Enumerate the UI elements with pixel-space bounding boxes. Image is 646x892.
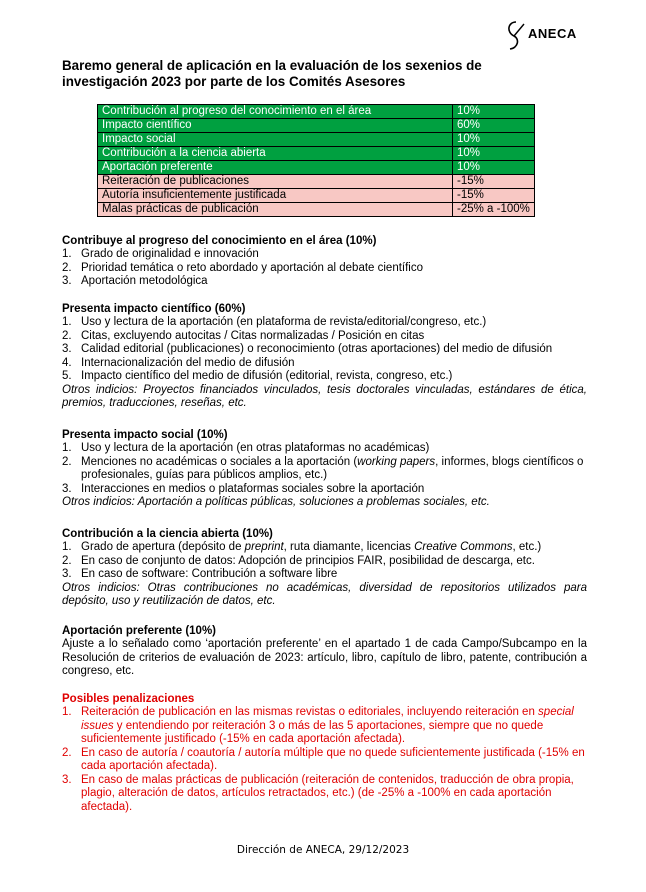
other-indicators: Otros indicios: Proyectos financiados vinculados, tesis doctorales vinculadas, estándares de ética, premios, traducciones, reseñas, etc. (62, 383, 587, 409)
scores-table (97, 104, 535, 217)
list-item (62, 568, 587, 582)
list-item (62, 330, 587, 344)
list-item (62, 316, 587, 330)
list-item (62, 555, 587, 569)
table-row (98, 175, 535, 189)
list-item (62, 774, 587, 815)
footer-signature: Dirección de ANECA, 29/12/2023 (236, 844, 410, 856)
section-heading: Presenta impacto social (10%) (62, 429, 228, 441)
list-item-text: , etc.) (512, 541, 542, 553)
table-row (98, 105, 535, 119)
list-item-text: Impacto científico del medio de difusión (editorial, revista, congreso, etc.) (81, 370, 453, 382)
list-item-text: Citas, excluyendo autocitas / Citas normalizadas / Posición en citas (81, 329, 425, 342)
list-number: 3. (62, 275, 72, 287)
list-number: 1. (62, 248, 72, 260)
list-item-text: Prioridad temática o reto abordado y aportación al debate científico (81, 261, 424, 274)
section-text: Ajuste a lo señalado como ‘aportación preferente’ en el apartado 1 de cada Campo/Subcampo en la Resolución de criterios de evaluación de 2023: artículo, libro, capítulo de libro, patente, contribución a congreso, etc. (62, 638, 587, 677)
list-number: 3. (62, 343, 72, 355)
section-ciencia-abierta (62, 527, 587, 609)
table-cell-value: 10% (453, 105, 535, 119)
section-heading: Contribución a la ciencia abierta (10%) (62, 528, 273, 540)
list-number: 1. (62, 316, 72, 328)
list-item-text: Grado de apertura (depósito de (81, 541, 245, 553)
list-item-text: Grado de originalidad e innovación (81, 248, 259, 260)
section-heading: Presenta impacto científico (60%) (62, 303, 246, 315)
list-number: 3. (62, 568, 72, 580)
table-cell-label: Autoría insuficientemente justificada (98, 189, 453, 203)
section-heading: Posibles penalizaciones (62, 693, 195, 705)
table-row (98, 189, 535, 203)
section-impacto-social (62, 428, 587, 510)
list-item (62, 262, 587, 276)
list-item (62, 483, 587, 497)
table-cell-label: Contribución al progreso del conocimiento en el área (98, 105, 453, 119)
list-number: 1. (62, 442, 72, 454)
table-cell-value: 10% (453, 161, 535, 175)
table-cell-value: -25% a -100% (453, 203, 535, 217)
list-item-text: En caso de software: Contribución a software libre (81, 568, 338, 580)
table-cell-value: 10% (453, 133, 535, 147)
other-indicators: Otros indicios: Otras contribuciones no académicas, diversidad de repositorios utilizados para depósito, uso y reutilización de datos, etc. (62, 581, 587, 607)
list-item (62, 370, 587, 384)
table-cell-value: 10% (453, 147, 535, 161)
list-item (62, 357, 587, 371)
list-item-emphasis: preprint (244, 541, 284, 553)
other-indicators: Otros indicios: Aportación a políticas públicas, soluciones a problemas sociales, etc. (62, 496, 490, 508)
table-cell-label: Reiteración de publicaciones (98, 175, 453, 189)
list-item (62, 706, 587, 747)
table-row (98, 133, 535, 147)
table-cell-label: Malas prácticas de publicación (98, 203, 453, 217)
table-cell-value: -15% (453, 189, 535, 203)
table-cell-value: 60% (453, 119, 535, 133)
list-number: 2. (62, 746, 72, 759)
list-number: 2. (62, 455, 72, 468)
list-item (62, 456, 587, 483)
section-heading: Contribuye al progreso del conocimiento en el área (10%) (62, 235, 377, 247)
section-heading: Aportación preferente (10%) (62, 625, 217, 637)
document-title: Baremo general de aplicación en la evaluación de los sexenios de investigación 2023 por parte de los Comités Asesores (62, 58, 482, 89)
list-item-text: Internacionalización del medio de difusión (81, 356, 295, 369)
table-cell-label: Contribución a la ciencia abierta (98, 147, 453, 161)
list-item-text: Aportación metodológica (81, 275, 208, 287)
table-row (98, 147, 535, 161)
list-item (62, 541, 587, 555)
list-item-text: En caso de conjunto de datos: Adopción de principios FAIR, posibilidad de descarga, etc. (81, 554, 535, 567)
list-number: 2. (62, 554, 72, 567)
table-row (98, 161, 535, 175)
table-row (98, 119, 535, 133)
section-preferente (62, 624, 587, 679)
list-item-text: Uso y lectura de la aportación (en otras plataformas no académicas) (81, 442, 430, 454)
list-item-text: En caso de malas prácticas de publicación (reiteración de contenidos, traducción de obra propia, plagio, alteración de datos, artículos retractados, etc.) (de -25% a -100% en cada aportación afectada). (81, 773, 574, 813)
table-cell-value: -15% (453, 175, 535, 189)
list-item (62, 442, 587, 456)
section-penalizaciones (62, 692, 587, 814)
list-item-text: , informes, blogs científicos o profesionales, guías para públicos amplios, etc.) (81, 455, 584, 481)
list-item (62, 248, 587, 262)
section-progreso (62, 234, 587, 289)
list-number: 1. (62, 706, 72, 718)
list-item-text: y entendiendo por reiteración 3 o más de las 5 aportaciones, siempre que no quede suficientemente justificado (-15% en cada aportación afectada). (81, 719, 544, 745)
table-cell-label: Aportación preferente (98, 161, 453, 175)
list-item-emphasis: Creative Commons (414, 541, 513, 553)
list-item (62, 747, 587, 774)
table-cell-label: Impacto científico (98, 119, 453, 133)
list-item-text: Menciones no académicas o sociales a la aportación ( (81, 455, 358, 468)
list-number: 4. (62, 356, 72, 369)
list-item-text: Calidad editorial (publicaciones) o reconocimiento (otras aportaciones) del medio de difusión (81, 343, 553, 355)
list-number: 2. (62, 261, 72, 274)
list-item-emphasis: working papers (357, 455, 436, 468)
list-number: 3. (62, 482, 72, 495)
table-cell-label: Impacto social (98, 133, 453, 147)
aneca-logo-text: ANECA (528, 26, 577, 41)
list-item (62, 275, 587, 289)
list-item (62, 343, 587, 357)
list-number: 1. (62, 541, 72, 553)
section-impacto-cientifico (62, 302, 587, 411)
list-number: 5. (62, 370, 72, 382)
table-row (98, 203, 535, 217)
list-item-text: Uso y lectura de la aportación (en plataforma de revista/editorial/congreso, etc.) (81, 316, 487, 328)
list-item-text: , ruta diamante, licencias (283, 541, 415, 553)
list-item-text: Reiteración de publicación en las mismas revistas o editoriales, incluyendo reiteración en (81, 706, 539, 718)
list-number: 3. (62, 773, 72, 786)
list-item-text: En caso de autoría / coautoría / autoría múltiple que no quede suficientemente justificada (-15% en cada aportación afectada). (81, 746, 585, 772)
list-item-emphasis: special issues (81, 706, 574, 732)
list-item-text: Interacciones en medios o plataformas sociales sobre la aportación (81, 482, 425, 495)
list-number: 2. (62, 329, 72, 342)
